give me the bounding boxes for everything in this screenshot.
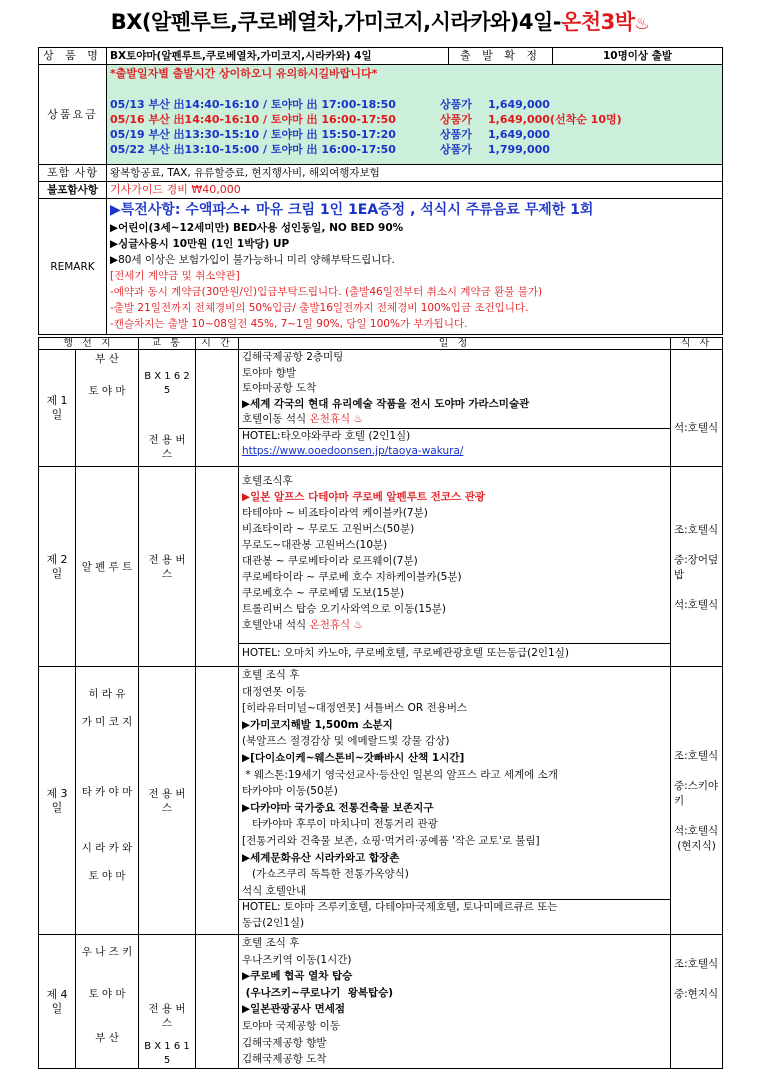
day-label: 제 3 일 xyxy=(39,667,76,935)
itinerary-highlight: ▶일본관광공사 면세점 xyxy=(242,1003,346,1016)
itinerary-line: 호텔 조식 후 xyxy=(242,669,300,681)
transport-cell xyxy=(139,935,196,1069)
remark-block xyxy=(107,199,723,335)
price-block xyxy=(107,65,723,165)
product-name: BX토야마(알펜루트,쿠로베열차,가미코지,시라카와) 4일 xyxy=(107,48,449,65)
time-cell xyxy=(196,667,239,935)
fee-row: 05/16 부산 出14:40-16:10 / 토야마 出 16:00-17:50 상품가 1,649,000(선착순 10명) xyxy=(110,113,622,126)
hotel-link[interactable]: https://www.ooedoonsen.jp/taoya-wakura/ xyxy=(242,445,464,457)
meal-cell: 조:호텔식 중:장어덮밥 석:호텔식 xyxy=(671,467,723,667)
place-name: 히 라 유 xyxy=(88,688,126,700)
itinerary-line: 타카야마 이동(50분) xyxy=(242,785,338,798)
exclude-text: 기사가이드 경비 ₩40,000 xyxy=(107,182,723,199)
transport-mode: 전 용 버 스 xyxy=(148,1003,186,1029)
place-name: 알 펜 루 트 xyxy=(76,467,139,667)
itinerary-line: 석식 호텔안내 xyxy=(242,884,307,897)
transport-mode: 전 용 버 스 xyxy=(148,434,186,460)
day-row xyxy=(39,935,723,1069)
schedule-header xyxy=(39,338,723,350)
transport-mode: 전 용 버 스 xyxy=(139,467,196,667)
itinerary-line: 쿠로베타이라 ~ 쿠로베 호수 지하케이블카(5분) xyxy=(242,571,462,583)
transport-cell xyxy=(139,350,196,467)
itinerary-highlight: ▶일본 알프스 다테야마 쿠로베 알펜루트 전코스 관광 xyxy=(242,491,486,503)
itinerary-line: 타카야마 후루이 마치나미 전통거리 관광 xyxy=(242,818,438,831)
place-name: 시 라 카 와 xyxy=(81,842,133,854)
place-name: 토 야 마 xyxy=(88,988,126,1000)
departure-status: 10명이상 출발 xyxy=(553,48,723,65)
fee-row: 05/19 부산 出13:30-15:10 / 토야마 出 15:50-17:20 상품가 1,649,000 xyxy=(110,128,550,141)
place-name: 부 산 xyxy=(95,353,119,365)
itinerary-line: 김해국제공항 2층미팅 xyxy=(242,351,344,363)
day-label: 제 4 일 xyxy=(39,935,76,1069)
place-name: 가 미 코 지 xyxy=(81,716,133,728)
transport-mode: 전 용 버 스 xyxy=(139,667,196,935)
price-label: 상품요금 xyxy=(39,65,107,165)
fee-row: 05/22 부산 出13:10-15:00 / 토야마 出 16:00-17:50 상품가 1,799,000 xyxy=(110,143,550,156)
page-title xyxy=(0,6,760,36)
schedule-table xyxy=(38,337,723,1069)
departure-label: 출 발 확 정 xyxy=(449,48,553,65)
time-cell xyxy=(196,935,239,1069)
title-main: BX(알펜루트,쿠로베열차,가미코지,시라카와)4일- xyxy=(110,10,562,34)
itinerary-line: 토야마 향발 xyxy=(242,366,297,379)
place-cell xyxy=(76,667,139,935)
itinerary-line: 토야마 국제공항 이동 xyxy=(242,1019,340,1032)
meal-header: 식 사 xyxy=(671,338,723,350)
itinerary-line: 호텔이동 석식 온천휴식 ♨ xyxy=(242,413,363,425)
title-accent: 온천3박 xyxy=(561,10,635,34)
remark-payment: -출발 21일전까지 전체경비의 50%입금/ 출발16일전까지 전체경비 100%입금 조건입니다. xyxy=(110,302,529,314)
place-name: 부 산 xyxy=(95,1032,119,1044)
itinerary-line: 김해국제공항 향발 xyxy=(242,1036,327,1049)
remark-cancel: -캔슬차지는 출발 10~08일전 45%, 7~1일 90%, 당일 100%가 부가됩니다. xyxy=(110,318,468,330)
fee-row: 05/13 부산 出14:40-16:10 / 토야마 出 17:00-18:50 상품가 1,649,000 xyxy=(110,98,550,111)
itinerary-line: (가쇼즈쿠리 독특한 전통가옥양식) xyxy=(242,868,409,881)
itinerary-highlight: ▶세계문화유산 시라카와고 합장촌 xyxy=(242,851,400,864)
time-cell xyxy=(196,350,239,467)
time-cell xyxy=(196,467,239,667)
day-label: 제 1 일 xyxy=(39,350,76,467)
itinerary-line: 쿠로베호수 ~ 쿠로베댐 도보(15분) xyxy=(242,587,405,599)
itinerary-cell xyxy=(239,935,671,1069)
itinerary-lines xyxy=(242,935,667,1068)
departure-notice: *출발일자별 출발시간 상이하오니 유의하시길바랍니다* xyxy=(110,67,378,80)
hot-spring-icon: ♨ xyxy=(634,14,650,34)
itinerary-highlight: ▶다카야마 국가중요 전통건축물 보존지구 xyxy=(242,801,434,814)
hotel-info-cont: 동급(2인1실) xyxy=(242,916,305,929)
flight-code: B X 1 6 1 5 xyxy=(144,1041,190,1066)
itinerary-cell xyxy=(239,467,671,667)
day-row xyxy=(39,467,723,667)
remark-single-policy: ▶싱글사용시 10만원 (1인 1박당) UP xyxy=(110,238,290,250)
itinerary-highlight: ▶세계 각국의 현대 유리예술 작품을 전시 도야마 가라스미술관 xyxy=(242,397,530,410)
place-cell xyxy=(76,350,139,467)
itinerary-line: 트롤리버스 탑승 오기사와역으로 이동(15분) xyxy=(242,603,446,615)
product-name-label: 상 품 명 xyxy=(39,48,107,65)
time-header: 시 간 xyxy=(196,338,239,350)
place-name: 토 야 마 xyxy=(88,870,126,882)
hot-spring-icon: ♨ xyxy=(353,413,363,425)
itinerary-highlight: ▶가미코지해발 1,500m 소분지 xyxy=(242,718,393,731)
hotel-info: HOTEL: 토야마 즈루키호텔, 다테야마국제호텔, 토나미메르큐르 또는 xyxy=(239,899,670,916)
itinerary-line: [히라유터미널~대정연못] 셔틀버스 OR 전용버스 xyxy=(242,702,468,715)
hotel-info: HOTEL: 오마치 카노야, 쿠로베호텔, 쿠로베관광호텔 또는동급(2인1실) xyxy=(239,643,670,662)
day-label: 제 2 일 xyxy=(39,467,76,667)
itinerary-line: 무로도~대관봉 고원버스(10분) xyxy=(242,539,388,551)
itinerary-line: 우나즈키역 이동(1시간) xyxy=(242,953,352,966)
itinerary-line: 호텔조식후 xyxy=(242,475,293,487)
itinerary-cell xyxy=(239,350,671,467)
itinerary-line: 토야마공항 도착 xyxy=(242,382,317,394)
remark-headline: ▶특전사항: 수액파스+ 마유 크림 1인 1EA증정 , 석식시 주류음료 무제한 1회 xyxy=(110,202,594,218)
place-name: 토 야 마 xyxy=(88,385,126,397)
remark-insurance: ▶80세 이상은 보험가입이 불가능하니 미리 양해부탁드립니다. xyxy=(110,254,395,266)
day-row xyxy=(39,350,723,467)
itinerary-cell xyxy=(239,667,671,935)
itinerary-line: [전통거리와 건축물 보존, 쇼핑·먹거리·공예품 '작은 교토'로 불림] xyxy=(242,834,540,847)
hotel-info: HOTEL:타오야와쿠라 호텔 (2인1실) xyxy=(239,428,670,445)
place-name: 타 카 야 마 xyxy=(81,786,133,798)
include-text: 왕복항공료, TAX, 유류할증료, 현지행사비, 해외여행자보험 xyxy=(107,165,723,182)
remark-child-policy: ▶어린이(3세~12세미만) BED사용 성인동일, NO BED 90% xyxy=(110,222,404,234)
itinerary-highlight: (우나즈키~쿠로나기 왕복탑승) xyxy=(242,986,394,999)
itinerary-line: 대정연못 이동 xyxy=(242,685,307,698)
itinerary-line: 김해국제공항 도착 xyxy=(242,1053,327,1066)
exclude-label: 불포함사항 xyxy=(39,182,107,199)
itinerary-line: (북알프스 절경감상 및 에메랄드빛 강물 감상) xyxy=(242,735,450,748)
place-cell xyxy=(76,935,139,1069)
itinerary-line: 타테야마 ~ 비죠타이라역 케이블카(7분) xyxy=(242,507,428,519)
meal-cell: 석:호텔식 xyxy=(671,350,723,467)
itinerary-line: 대관봉 ~ 쿠로베타이라 로프웨이(7분) xyxy=(242,555,418,567)
remark-deposit: -예약과 동시 계약금(30만원/인)입금부탁드립니다. (출발46일전부터 취소시 계약금 환불 불가) xyxy=(110,286,543,298)
itinerary-line: * 웨스톤:19세기 영국선교사·등산인 일본의 알프스 라고 세계에 소개 xyxy=(242,768,558,781)
remark-contract-title: [전세기 계약금 및 취소약관] xyxy=(110,270,240,282)
place-header: 행 선 지 xyxy=(39,338,139,350)
product-info-table xyxy=(38,47,723,335)
itinerary-line: 호텔 조식 후 xyxy=(242,937,300,949)
itinerary-highlight: ▶쿠로베 협곡 열차 탑승 xyxy=(242,970,353,983)
itinerary-highlight: ▶[다이쇼이케~웨스톤비~갓빠바시 산책 1시간] xyxy=(242,751,465,764)
meal-cell: 조:호텔식 중:현지식 xyxy=(671,935,723,1069)
transport-header: 교 통 xyxy=(139,338,196,350)
itinerary-line: 호텔안내 석식 온천휴식 ♨ xyxy=(242,619,363,631)
place-name: 우 나 즈 키 xyxy=(81,946,133,958)
day-row xyxy=(39,667,723,935)
flight-code: B X 1 6 2 5 xyxy=(144,371,190,396)
remark-label: REMARK xyxy=(39,199,107,335)
meal-cell: 조:호텔식 중:스키야키 석:호텔식 (현지식) xyxy=(671,667,723,935)
itinerary-line: 비죠타이라 ~ 무로도 고원버스(50분) xyxy=(242,523,415,535)
itinerary-header: 일 정 xyxy=(239,338,671,350)
include-label: 포함 사항 xyxy=(39,165,107,182)
itinerary-lines xyxy=(242,667,667,899)
hot-spring-icon: ♨ xyxy=(353,619,363,631)
